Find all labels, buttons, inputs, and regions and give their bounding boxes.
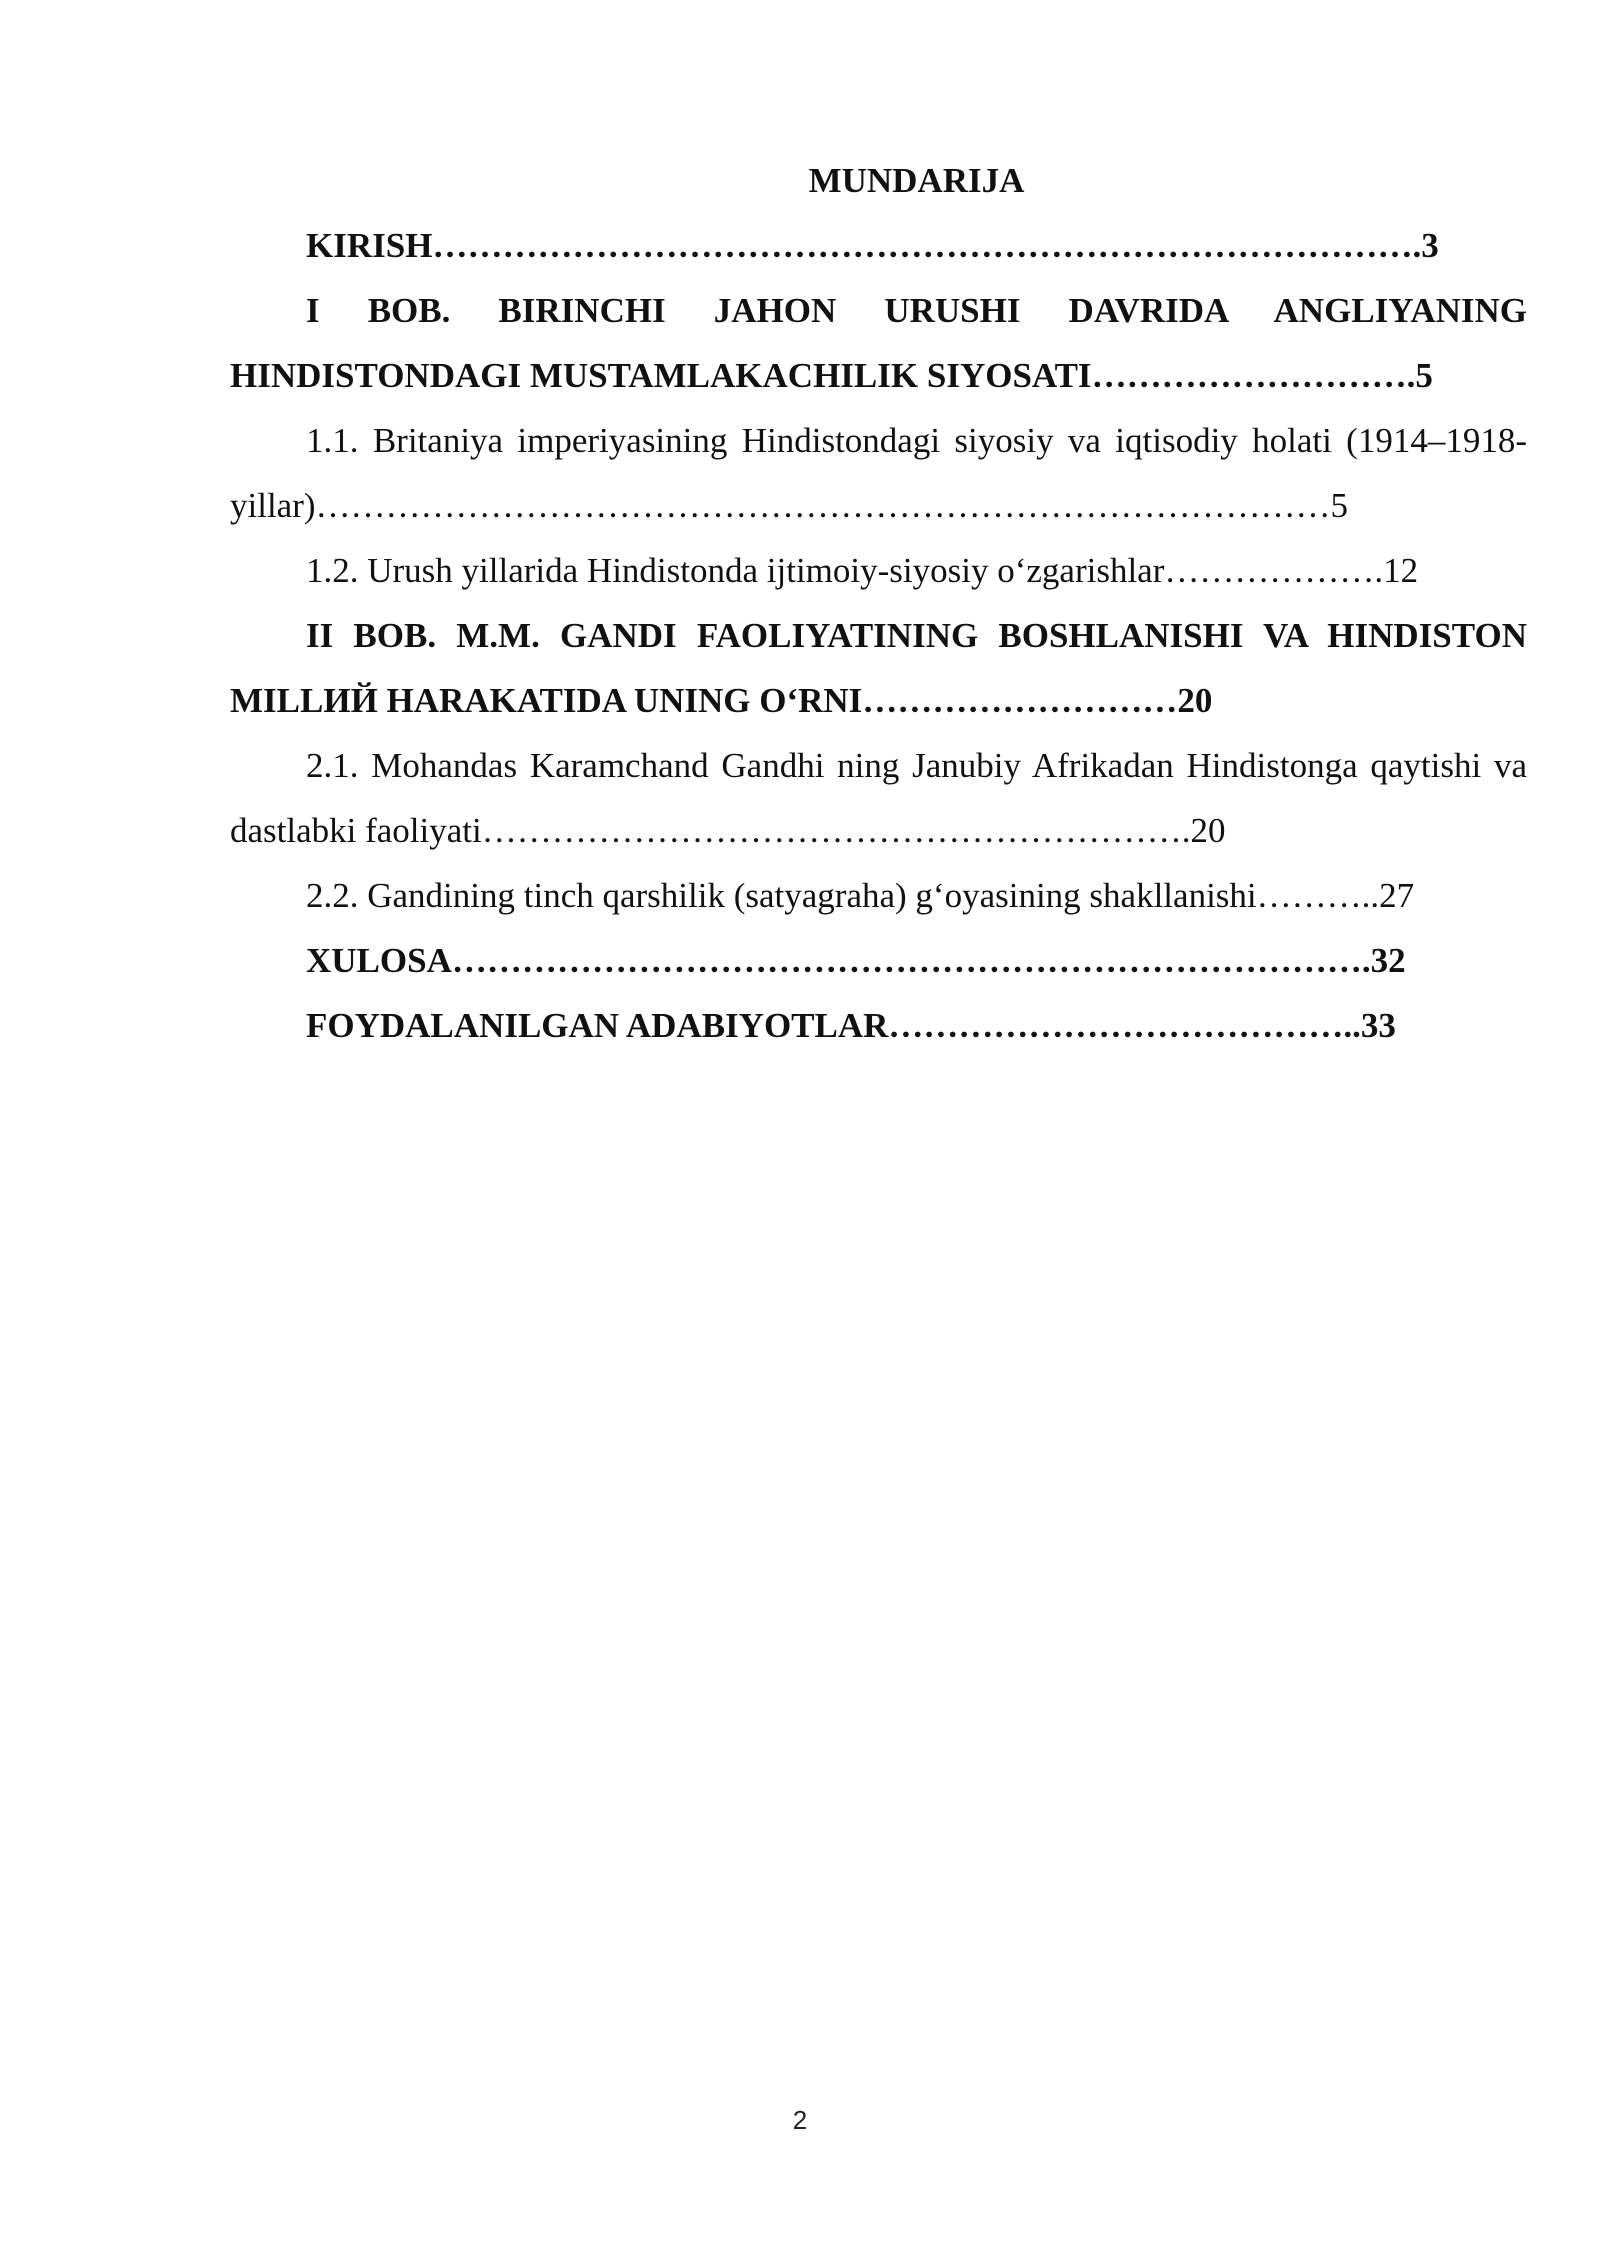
toc-entry-text: KIRISH	[306, 226, 433, 265]
toc-entry-leader: ………………………	[862, 681, 1178, 720]
toc-entry-chapter-1	[230, 278, 1527, 408]
toc-entry-text: 1.2. Urush yillarida Hindistonda ijtimoiy-siyosiy o‘zgarishlar	[306, 551, 1165, 590]
toc-entry-leader: ………..	[1256, 876, 1380, 915]
toc-entry-page: 20	[1177, 681, 1213, 720]
toc-entry-leader: …………………………………..	[888, 1006, 1361, 1045]
toc-entry-text: 1.1. Britaniya imperiyasining Hindistondagi siyosiy va iqtisodiy holati (1914–1918-yillar)	[230, 421, 1527, 525]
toc-entry-text: 2.1. Mohandas Karamchand Gandhi ning Janubiy Afrikadan Hindistonga qaytishi va dastlabki faoliyati	[230, 746, 1527, 850]
toc-entry-page: 12	[1383, 551, 1419, 590]
toc-entry-text: 2.2. Gandining tinch qarshilik (satyagraha) g‘oyasining shakllanishi	[306, 876, 1257, 915]
toc-entry-page: .3	[1412, 226, 1439, 265]
toc-entry-leader: …………………………………………………….	[481, 811, 1191, 850]
toc-entry-section-2-2	[230, 863, 1527, 928]
toc-entry-page: 5	[1330, 486, 1349, 525]
toc-entry-leader: ……………………………………………………………………………	[315, 486, 1331, 525]
toc-entry-references	[230, 993, 1527, 1058]
toc-entry-section-2-1	[230, 733, 1527, 863]
toc-entry-leader: ………………………	[1091, 356, 1407, 395]
table-of-contents	[230, 148, 1527, 1058]
toc-entry-text: I BOB. BIRINCHI JAHON URUSHI DAVRIDA ANGLIYANING HINDISTONDAGI MUSTAMLAKACHILIK SIYOSATI	[230, 291, 1527, 395]
toc-entry-text: II BOB. M.M. GANDI FAOLIYATINING BOSHLANISHI VA HINDISTON MILLИЙ HARAKATIDA UNING O‘RNI	[230, 616, 1527, 720]
toc-entry-kirish	[230, 213, 1527, 278]
toc-entry-chapter-2	[230, 603, 1527, 733]
toc-entry-page: 20	[1190, 811, 1226, 850]
toc-entry-leader: …………………………………………………………………………	[432, 226, 1413, 265]
toc-entry-page: 27	[1379, 876, 1415, 915]
toc-entry-page: 33	[1360, 1006, 1396, 1045]
toc-entry-section-1-2	[230, 538, 1527, 603]
toc-entry-text: FOYDALANILGAN ADABIYOTLAR	[306, 1006, 889, 1045]
toc-entry-page: .5	[1406, 356, 1433, 395]
toc-entry-section-1-1	[230, 408, 1527, 538]
toc-title: MUNDARIJA	[808, 161, 1025, 200]
toc-entry-leader: …………………………………………………………………….	[451, 941, 1371, 980]
page-number: 2	[792, 2105, 808, 2135]
toc-entry-text: XULOSA	[306, 941, 452, 980]
toc-entry-leader: ……………….	[1164, 551, 1384, 590]
toc-entry-page: 32	[1370, 941, 1406, 980]
toc-entry-xulosa	[230, 928, 1527, 993]
